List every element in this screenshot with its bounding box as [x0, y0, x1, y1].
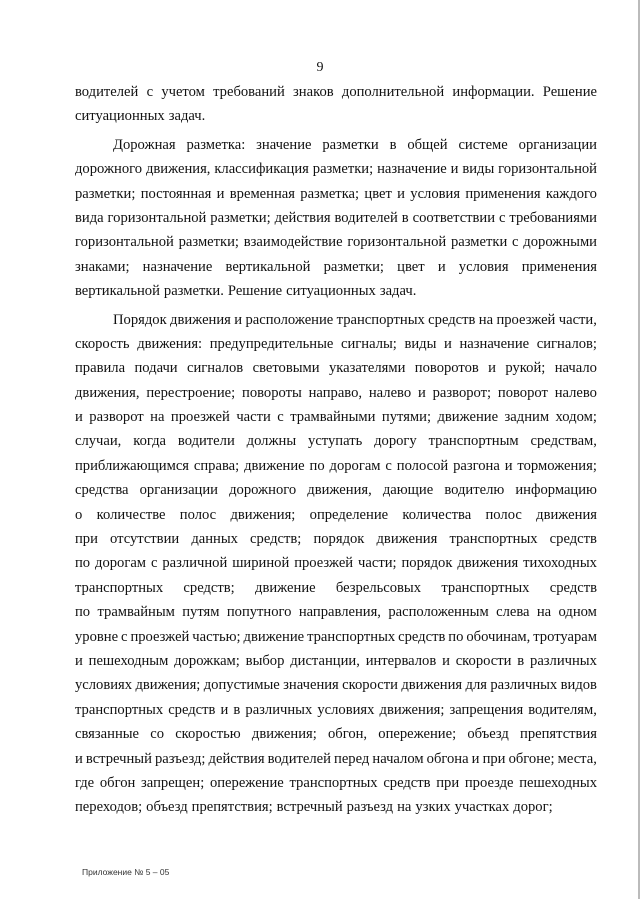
body-text — [75, 80, 597, 820]
text-line: переходов; объезд препятствия; встречный разъезд на узких участках дорог; — [75, 799, 553, 816]
text-line: знаками; назначение вертикальной разметки; цвет и условия применения — [75, 258, 597, 275]
text-line: по трамвайным путям попутного направления, расположенным слева на одном — [75, 604, 597, 621]
text-line: ситуационных задач. — [75, 108, 206, 125]
text-line: транспортных средств; движение безрельсовых транспортных средств — [75, 579, 597, 596]
text-line: и разворот на проезжей части с трамвайными путями; движение задним ходом; — [75, 409, 597, 426]
text-line: разметки; постоянная и временная разметка; цвет и условия применения каждого — [75, 185, 597, 202]
paragraph — [75, 308, 597, 820]
text-line: где обгон запрещен; опережение транспортных средств при проезде пешеходных — [75, 774, 597, 791]
text-line: транспортных средств и в различных условиях движения; запрещения водителям, — [75, 701, 597, 718]
text-line: условиях движения; допустимые значения скорости движения для различных видов — [75, 677, 597, 694]
text-line: связанные со скоростью движения; обгон, опережение; объезд препятствия — [75, 726, 597, 743]
text-line: вида горизонтальной разметки; действия водителей в соответствии с требованиями — [75, 209, 597, 226]
text-line: при отсутствии данных средств; порядок движения транспортных средств — [75, 531, 597, 548]
text-line: скорость движения: предупредительные сигналы; виды и назначение сигналов; — [75, 335, 597, 352]
text-line: дорожного движения, классификация разметки; назначение и виды горизонтальной — [75, 161, 597, 178]
footer-note: Приложение № 5 – 05 — [82, 867, 170, 877]
text-line: горизонтальной разметки; взаимодействие горизонтальной разметки с дорожными — [75, 234, 597, 251]
text-line: Порядок движения и расположение транспортных средств на проезжей части, — [113, 311, 597, 328]
text-line: средства организации дорожного движения, дающие водителю информацию — [75, 482, 597, 499]
text-line: водителей с учетом требований знаков дополнительной информации. Решение — [75, 84, 597, 100]
text-line: и пешеходным дорожкам; выбор дистанции, интервалов и скорости в различных — [75, 652, 597, 669]
text-line: уровне с проезжей частью; движение транспортных средств по обочинам, тротуарам — [75, 628, 597, 645]
text-line: вертикальной разметки. Решение ситуационных задач. — [75, 283, 417, 300]
text-line: о количестве полос движения; определение количества полос движения — [75, 506, 597, 523]
text-line: случаи, когда водители должны уступать дорогу транспортным средствам, — [75, 433, 597, 450]
text-line: по дорогам с различной шириной проезжей части; порядок движения тихоходных — [75, 555, 597, 572]
paragraph — [75, 80, 597, 129]
text-line: и встречный разъезд; действия водителей перед началом обгона и при обгоне; места, — [75, 750, 597, 767]
text-line: Дорожная разметка: значение разметки в общей системе организации — [113, 136, 597, 153]
text-line: приближающимся справа; движение по дорогам с полосой разгона и торможения; — [75, 457, 597, 474]
text-line: движения, перестроение; повороты направо, налево и разворот; поворот налево — [75, 384, 597, 401]
page-number: 9 — [316, 60, 324, 75]
text-line: правила подачи сигналов световыми указателями поворотов и рукой; начало — [75, 360, 597, 377]
paragraph — [75, 133, 597, 304]
